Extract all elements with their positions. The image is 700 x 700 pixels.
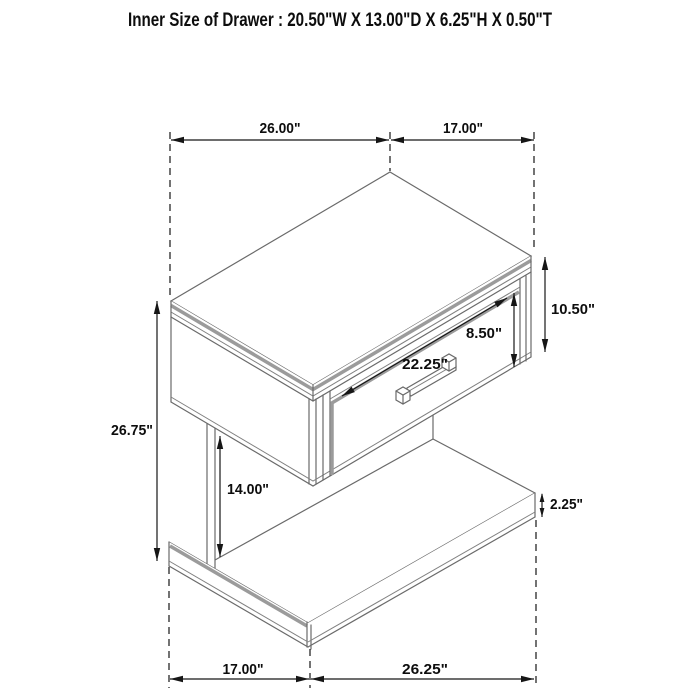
dim-base-depth: [170, 661, 309, 682]
side-leg-panel: [207, 423, 215, 568]
dim-drawer-width-label: 22.25": [402, 356, 448, 373]
dim-top-width-label: 26.00": [259, 120, 301, 137]
dim-base-width: [311, 661, 534, 682]
nightstand-drawing: [169, 172, 535, 649]
dim-base-width-label: 26.25": [402, 661, 448, 678]
dim-top-depth-label: 17.00": [443, 120, 483, 137]
diagram-title: Inner Size of Drawer : 20.50"W X 13.00"D X 6.25"H X 0.50"T: [128, 10, 553, 31]
dim-cabinet-side-height-label: 10.50": [551, 301, 595, 318]
dim-drawer-face-height-label: 8.50": [466, 325, 502, 342]
dim-base-height-label: 2.25": [550, 496, 583, 513]
dim-cabinet-side-height: [542, 257, 595, 352]
dim-open-space-height-label: 14.00": [227, 481, 269, 498]
dim-base-depth-label: 17.00": [222, 661, 264, 678]
dim-overall-height-label: 26.75": [111, 422, 153, 439]
dim-base-height: [540, 493, 583, 517]
dim-top-depth: [391, 120, 534, 143]
dim-top-width: [171, 120, 389, 143]
dim-overall-height: [111, 301, 160, 561]
